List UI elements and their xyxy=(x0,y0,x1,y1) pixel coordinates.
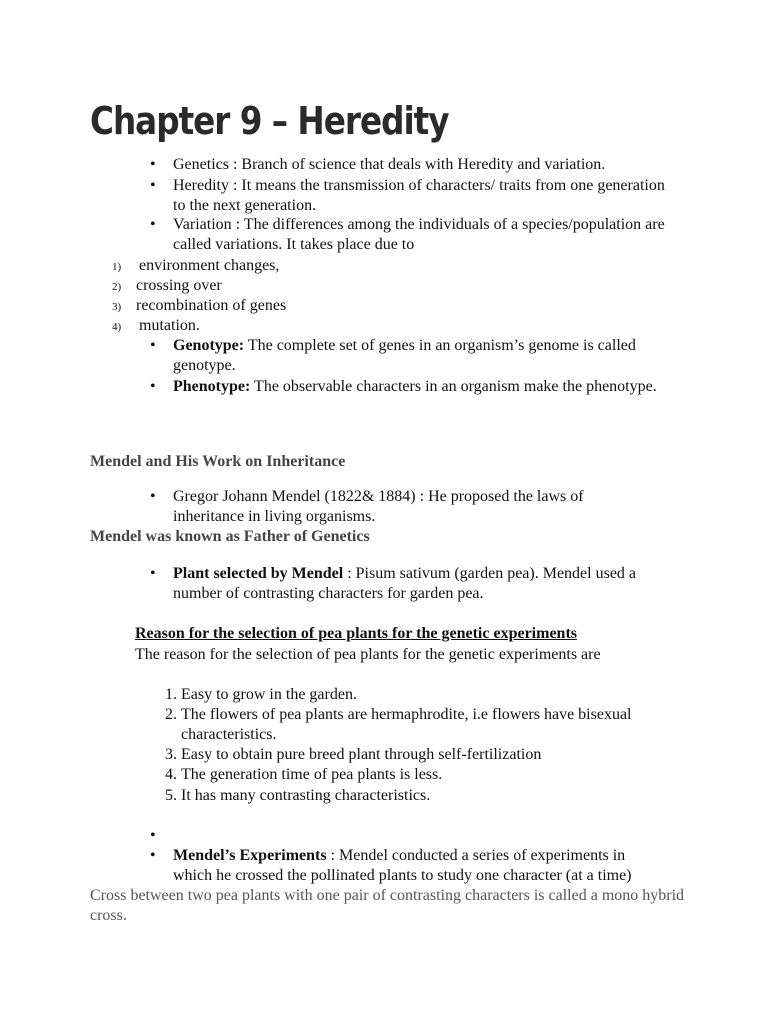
bullet-icon xyxy=(150,564,160,584)
cause-item: mutation. xyxy=(139,317,200,334)
genotype-term: Genotype: xyxy=(173,337,245,354)
cause-number: 2) xyxy=(112,281,122,293)
reason-number: 1. xyxy=(165,686,177,703)
bullet-icon xyxy=(150,176,160,196)
genotype-definition: The complete set of genes in an organism’s genome is called genotype. xyxy=(173,337,636,374)
father-heading: Mendel was known as Father of Genetics xyxy=(90,528,370,545)
phenotype-definition: The observable characters in an organism make the phenotype. xyxy=(254,378,657,395)
reason-item: Easy to obtain pure breed plant through self-fertilization xyxy=(181,746,542,763)
bullet-icon xyxy=(150,846,160,866)
cause-number: 3) xyxy=(112,301,122,313)
bullet-icon xyxy=(150,215,160,235)
plant-definition: : Pisum sativum (garden pea). Mendel used a number of contrasting characters for garden pea. xyxy=(173,565,637,602)
bullet-variation: Variation : The differences among the individuals of a species/population are called variations. It takes place due to xyxy=(173,216,665,253)
bullet-icon xyxy=(150,487,160,507)
bullet-mendel: Gregor Johann Mendel (1822& 1884) : He proposed the laws of inheritance in living organisms. xyxy=(173,488,584,525)
reason-number: 3. xyxy=(165,746,177,763)
reason-item: The generation time of pea plants is less. xyxy=(181,766,443,783)
bullet-icon xyxy=(150,155,160,175)
reason-heading: Reason for the selection of pea plants for the genetic experiments xyxy=(135,625,577,642)
bullet-experiments xyxy=(173,846,663,886)
bullet-icon xyxy=(150,826,160,846)
cause-number: 1) xyxy=(112,261,122,273)
mendel-heading: Mendel and His Work on Inheritance xyxy=(90,453,346,470)
cause-number: 4) xyxy=(112,321,122,333)
bullet-genotype xyxy=(173,336,673,376)
reason-number: 5. xyxy=(165,787,177,804)
chapter-title: Chapter 9 – Heredity xyxy=(90,99,449,143)
bullet-plant xyxy=(173,564,673,604)
reason-item: The flowers of pea plants are hermaphrodite, i.e flowers have bisexual characteristics. xyxy=(181,706,632,743)
cause-item: recombination of genes xyxy=(136,297,287,314)
bullet-heredity: Heredity : It means the transmission of characters/ traits from one generation to the next generation. xyxy=(173,177,665,214)
reason-intro: The reason for the selection of pea plants for the genetic experiments are xyxy=(135,646,601,663)
reason-number: 4. xyxy=(165,766,177,783)
reason-item: It has many contrasting characteristics. xyxy=(181,787,431,804)
bullet-genetics: Genetics : Branch of science that deals with Heredity and variation. xyxy=(173,156,606,173)
bullet-icon xyxy=(150,336,160,356)
bullet-phenotype xyxy=(173,377,673,397)
plant-term: Plant selected by Mendel xyxy=(173,565,344,582)
cause-item: crossing over xyxy=(136,277,222,294)
mono-hybrid-text: Cross between two pea plants with one pair of contrasting characters is called a mono hybrid cross. xyxy=(90,887,685,924)
phenotype-term: Phenotype: xyxy=(173,378,251,395)
bullet-icon xyxy=(150,377,160,397)
experiments-term: Mendel’s Experiments xyxy=(173,847,327,864)
cause-item: environment changes, xyxy=(139,257,280,274)
experiments-definition: : Mendel conducted a series of experiments in which he crossed the pollinated plants to study one character (at a time) xyxy=(173,847,632,884)
reason-number: 2. xyxy=(165,706,177,723)
reason-item: Easy to grow in the garden. xyxy=(181,686,357,703)
